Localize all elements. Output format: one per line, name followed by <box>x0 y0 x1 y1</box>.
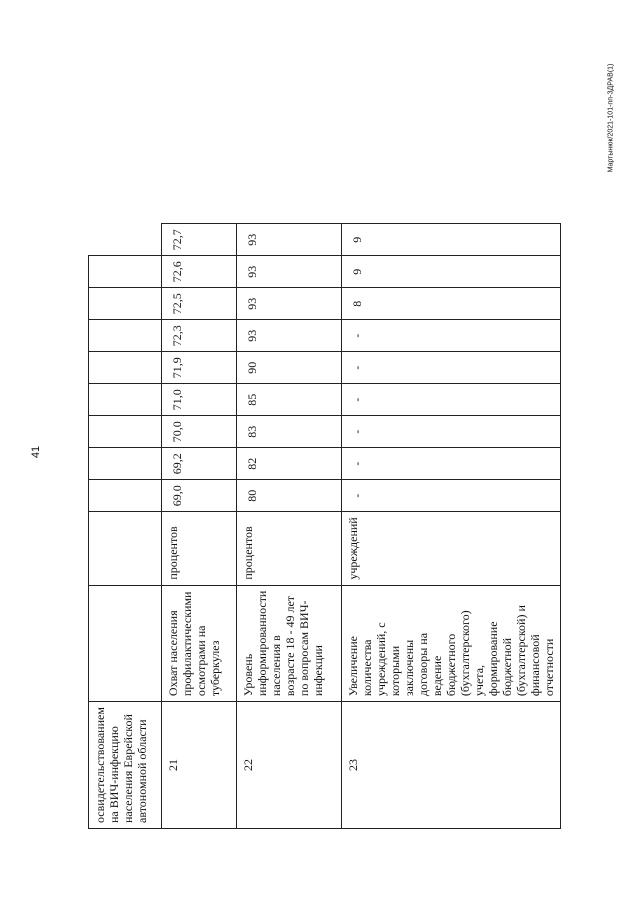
table-row-23 <box>342 224 561 829</box>
row-unit-cell: учреждений <box>342 512 561 585</box>
value-cell: 71,0 <box>162 384 237 416</box>
value-cell: 8 <box>342 288 561 320</box>
value-cell: - <box>342 448 561 480</box>
row-indicator-cell: освидетельствованием на ВИЧ-инфекцию населения Еврейской автономной области <box>89 702 162 829</box>
value-cell: - <box>342 320 561 352</box>
row-indicator-cell: Уровень информированности населения в возрасте 18 - 49 лет по вопросам ВИЧ-инфекции <box>237 585 342 701</box>
value-cell: 93 <box>237 224 342 256</box>
value-cell: 72,7 <box>162 224 237 256</box>
document-id: Мартынюк/2021-101-пп-ЗДРАВ(1) <box>607 63 615 173</box>
value-cell <box>89 320 162 352</box>
row-number-cell: 22 <box>237 702 342 829</box>
value-cell: 69,2 <box>162 448 237 480</box>
value-cell: 9 <box>342 224 561 256</box>
value-cell: 72,3 <box>162 320 237 352</box>
value-cell: 83 <box>237 416 342 448</box>
value-cell: 72,6 <box>162 256 237 288</box>
value-cell <box>89 480 162 512</box>
row-unit-cell <box>89 585 162 701</box>
indicators-table <box>88 223 561 829</box>
value-cell: 90 <box>237 352 342 384</box>
row-indicator-cell: Охват населения профилактическими осмотрами на туберкулез <box>162 585 237 701</box>
row-unit-cell: процентов <box>162 512 237 585</box>
value-cell: - <box>342 352 561 384</box>
value-cell: 71,9 <box>162 352 237 384</box>
table-row-21 <box>162 224 237 829</box>
indicators-table-rotated <box>88 223 561 829</box>
value-cell: 80 <box>237 480 342 512</box>
value-cell: 70,0 <box>162 416 237 448</box>
value-cell <box>89 288 162 320</box>
page-number: 41 <box>30 445 42 459</box>
value-cell: 72,5 <box>162 288 237 320</box>
row-number-cell: 23 <box>342 702 561 829</box>
table-row-22 <box>237 224 342 829</box>
row-indicator-cell: Увеличение количества учреждений, с которыми заключены договоры на ведение бюджетного (бухгалтерского) учета, формирование бюджетной (бухгалтерской) и финансовой отчетности <box>342 585 561 701</box>
value-cell: 93 <box>237 256 342 288</box>
value-cell <box>89 352 162 384</box>
value-cell: 82 <box>237 448 342 480</box>
value-cell: 9 <box>342 256 561 288</box>
value-cell: 69,0 <box>162 480 237 512</box>
value-cell <box>89 512 162 585</box>
row-unit-cell: процентов <box>237 512 342 585</box>
row-number-cell: 21 <box>162 702 237 829</box>
value-cell: 93 <box>237 320 342 352</box>
value-cell <box>89 256 162 288</box>
value-cell: 93 <box>237 288 342 320</box>
value-cell <box>89 448 162 480</box>
value-cell: 85 <box>237 384 342 416</box>
value-cell: - <box>342 384 561 416</box>
value-cell: - <box>342 416 561 448</box>
value-cell <box>89 416 162 448</box>
value-cell: - <box>342 480 561 512</box>
table-row-continuation <box>89 224 162 829</box>
value-cell <box>89 384 162 416</box>
